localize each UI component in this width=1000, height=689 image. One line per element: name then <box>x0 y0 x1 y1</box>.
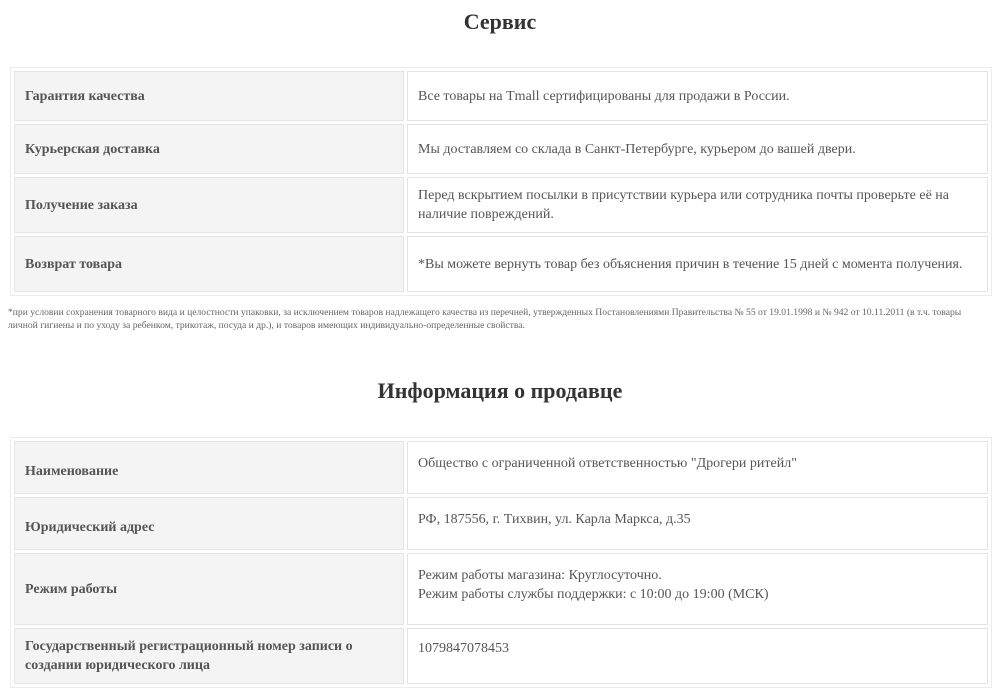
row-label: Курьерская доставка <box>14 124 404 174</box>
table-row <box>14 124 988 174</box>
row-value: Перед вскрытием посылки в присутствии курьера или сотрудника почты проверьте её на наличие повреждений. <box>407 177 988 233</box>
row-value <box>407 497 988 550</box>
support-hours: Режим работы службы поддержки: с 10:00 до 19:00 (МСК) <box>418 587 769 602</box>
row-label: Режим работы <box>14 553 404 625</box>
row-label: Наименование <box>14 441 404 494</box>
table-row <box>14 497 988 550</box>
row-value-text: Общество с ограниченной ответственностью "Дрогери ритейл" <box>418 456 797 471</box>
row-value: Мы доставляем со склада в Санкт-Петербурге, курьером до вашей двери. <box>407 124 988 174</box>
row-value-text: РФ, 187556, г. Тихвин, ул. Карла Маркса, д.35 <box>418 512 691 527</box>
return-footnote: *при условии сохранения товарного вида и целостности упаковки, за исключением товаров надлежащего качества из перечней, утвержденных Постановлениями Правительства № 55 от 19.01.1998 и № 942 от 10.11.2011 (в т.ч. товары личной гигиены и по уходу за ребенком, трикотаж, посуда и др.), и товаров имеющих индивидуально-определенные свойства. <box>8 307 962 331</box>
store-hours: Режим работы магазина: Круглосуточно. <box>418 568 662 583</box>
row-label: Возврат товара <box>14 236 404 292</box>
row-value: *Вы можете вернуть товар без объяснения причин в течение 15 дней с момента получения. <box>407 236 988 292</box>
table-row <box>14 236 988 292</box>
row-label: Гарантия качества <box>14 71 404 121</box>
table-row <box>14 71 988 121</box>
table-row <box>14 628 988 684</box>
service-title: Сервис <box>463 9 537 34</box>
row-value <box>407 628 988 684</box>
service-table <box>10 67 992 296</box>
row-label: Получение заказа <box>14 177 404 233</box>
row-value-text: 1079847078453 <box>418 641 509 656</box>
row-value <box>407 441 988 494</box>
table-row <box>14 553 988 625</box>
seller-title: Информация о продавце <box>377 378 623 403</box>
table-row <box>14 177 988 233</box>
table-row <box>14 441 988 494</box>
row-value: Все товары на Tmall сертифицированы для продажи в России. <box>407 71 988 121</box>
seller-table <box>10 437 992 688</box>
row-label: Государственный регистрационный номер записи о создании юридического лица <box>14 628 404 684</box>
row-value <box>407 553 988 625</box>
row-label: Юридический адрес <box>14 497 404 550</box>
